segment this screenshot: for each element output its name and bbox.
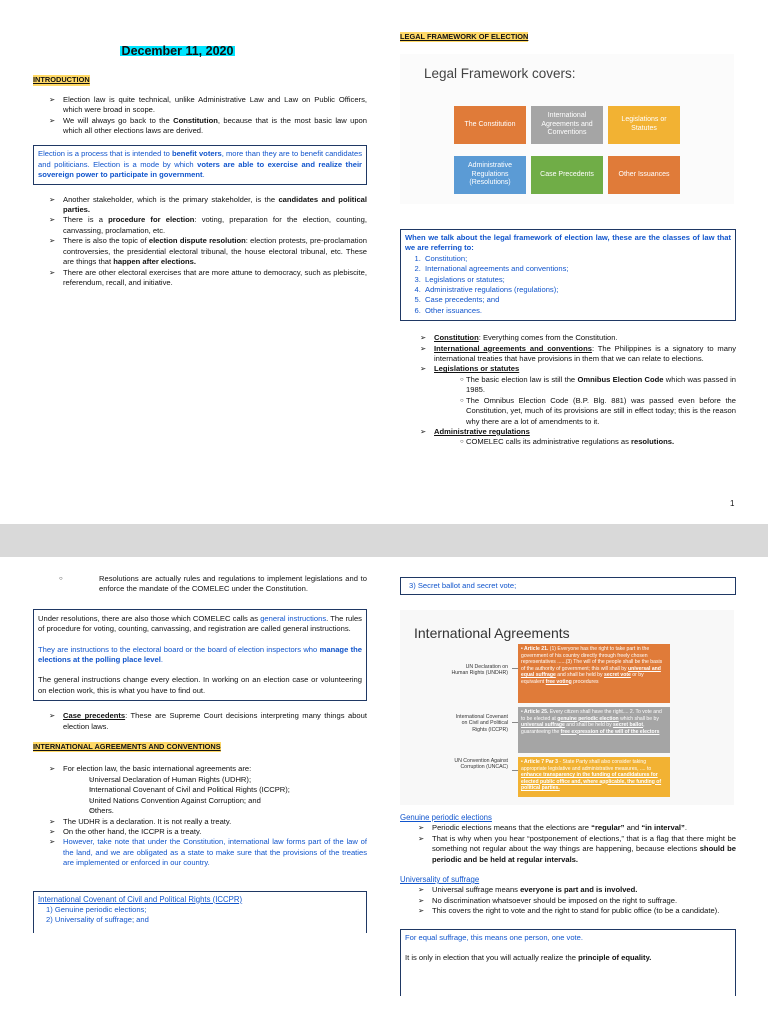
- suffrage-section: [400, 813, 736, 996]
- list-item: ➢ Universal suffrage means everyone is part and is involved.: [418, 885, 736, 895]
- page2-right-column: [400, 577, 736, 595]
- ia-box-uncac: • Article 7 Par 3 - State Party shall also consider taking appropriate legislative and administrative measures, .... to enhance transparency in the funding of candidatures for elected public office and, where applicable, the funding of political parties.: [518, 757, 670, 797]
- tile-constitution: The Constitution: [454, 106, 526, 144]
- classes-intro: When we talk about the legal framework of election law, these are the classes of law that we are referring to:: [405, 233, 731, 253]
- genuine-periodic-elections-heading: Genuine periodic elections: [400, 813, 492, 822]
- list-item: ➢ For election law, the basic international agreements are: ○ Universal Declaration of Human Rights (UDHR); ○ International Covenant of Civil and Political Rights (ICCPR); ○ United Nations Convention Against Corruption; and ○ Others.: [49, 764, 367, 816]
- legal-framework-diagram: [400, 54, 734, 204]
- intl-bullet-list: [33, 764, 367, 868]
- iccpr-box: [33, 891, 367, 933]
- sub-list-item: ○ United Nations Convention Against Corruption; and: [63, 796, 367, 806]
- resolutions-sub-list: [33, 574, 367, 595]
- page-number: 1: [730, 499, 735, 508]
- international-agreements-heading: INTERNATIONAL AGREEMENTS AND CONVENTIONS: [33, 742, 221, 752]
- sub-list-item: ○ The Omnibus Election Code (B.P. Blg. 881) was passed even before the Constitution, yet, much of its provisions are still in effect today; this is the reason why there are a lot of amendments to it.: [434, 396, 736, 427]
- stakeholder-bullet-list: [33, 195, 367, 289]
- list-item: ➢ There is also the topic of election dispute resolution: election protests, pre-proclamation controversies, the presidential electoral tribunal, the house electoral tribunal, etc. These are things that happen after elections.: [49, 236, 367, 267]
- list-item: 5. Case precedents; and: [423, 295, 731, 305]
- list-item: ➢ That is why when you hear “postponement of elections,” that is a flag that there might be something not regular about the way things are happening, because elections should be periodic and be held at regular intervals.: [418, 834, 736, 865]
- list-item: ➢ International agreements and conventions: The Philippines is a signatory to many international treaties that have provisions in them that we can relate to elections.: [420, 344, 736, 365]
- list-item: ➢ Legislations or statutes ○ The basic election law is still the Omnibus Election Code which was passed in 1985. ○ The Omnibus Election Code (B.P. Blg. 881) was passed even before the Constitution, yet, much of its provisions are still in effect today; this is the reason why there are a lot of amendments to it.: [420, 364, 736, 426]
- list-item: ➢ This covers the right to vote and the right to stand for public office (to be a candidate).: [418, 906, 736, 916]
- list-item: ➢ The UDHR is a declaration. It is not really a treaty.: [49, 817, 367, 827]
- list-item: ➢ However, take note that under the Constitution, international law forms part of the law of the land, and we are obligated as a state to make sure that the provisions of the treaties are implemented or enforced in our country.: [49, 837, 367, 868]
- tile-case-precedents: Case Precedents: [531, 156, 603, 194]
- list-item: ➢ There is a procedure for election: voting, preparation for the election, counting, canvassing, proclamation, etc.: [49, 215, 367, 236]
- sub-list-item: ○ The basic election law is still the Omnibus Election Code which was passed in 1985.: [434, 375, 736, 396]
- list-item: 1. Constitution;: [423, 254, 731, 264]
- introduction-heading: INTRODUCTION: [33, 75, 90, 85]
- tile-legislations: Legislations or Statutes: [608, 106, 680, 144]
- ia-label-uncac: UN Convention Against Corruption (UNCAC): [454, 758, 508, 771]
- list-item: ➢ Case precedents: These are Supreme Court decisions interpreting many things about election laws.: [49, 711, 367, 732]
- gi-paragraph-1: Under resolutions, there are also those which COMELEC calls as general instructions. The rules of procedure for voting, counting, canvassing, and registration are called general instructions.: [38, 613, 362, 634]
- equality-paragraph: It is only in election that you will actually realize the principle of equality.: [405, 953, 652, 963]
- gpe-bullet-list: [400, 823, 736, 865]
- list-item: ➢ On the other hand, the ICCPR is a treaty.: [49, 827, 367, 837]
- election-callout-box: Election is a process that is intended to benefit voters, more than they are to benefit candidates and politicians. Election is a mode by which voters are able to exercise and realize their sovereign power to participate in government.: [33, 145, 367, 184]
- ia-box-undhr: • Article 21. (1) Everyone has the right to take part in the government of his country directly through freely chosen representatives ......(3) The will of the people shall be the basis of the authority of government; this will shall by universal and equal suffrage and shall be held by secret vote or by equivalent free voting procedures: [518, 644, 670, 703]
- sub-list-item: ○ Universal Declaration of Human Rights (UDHR);: [63, 775, 367, 785]
- legal-framework-heading: LEGAL FRAMEWORK OF ELECTION: [400, 32, 529, 41]
- sub-list-item: ○ Resolutions are actually rules and regulations to implement legislations and to enforce the mandate of the COMELEC under the Constitution.: [33, 574, 367, 595]
- case-precedents-list: [33, 711, 367, 732]
- diagram-title: Legal Framework covers:: [424, 66, 576, 81]
- sub-list-item: ○ COMELEC calls its administrative regulations as resolutions.: [434, 437, 736, 447]
- list-item: 1) Genuine periodic elections;: [46, 904, 147, 914]
- list-item: 2) Universality of suffrage; and: [46, 915, 149, 925]
- list-item: 6. Other issuances.: [423, 306, 731, 316]
- page-2: [0, 557, 768, 1024]
- intro-bullet-list: [33, 95, 367, 137]
- page1-right-column: [400, 32, 736, 42]
- list-item: ➢ No discrimination whatsoever should be imposed on the right to suffrage.: [418, 896, 736, 906]
- sub-list-item: ○ International Covenant of Civil and Political Rights (ICCPR);: [63, 785, 367, 795]
- equal-suffrage-paragraph: For equal suffrage, this means one person, one vote.: [405, 932, 584, 942]
- ia-label-undhr: UN Declaration on Human Rights (UNDHR): [451, 664, 508, 677]
- us-bullet-list: [400, 885, 736, 916]
- lecture-date: December 11, 2020: [121, 44, 234, 58]
- page2-left-column: [33, 574, 367, 933]
- diagram-title: International Agreements: [414, 625, 570, 641]
- ia-box-iccpr: • Article 25. Every citizen shall have the right.... 2. To vote and to be elected at genuine periodic election which shall be by universal suffrage and shall be held by secret ballot, guaranteeing the free expression of the will of the electors: [518, 707, 670, 753]
- ia-label-iccpr: International Covenant on Civil and Political Rights (ICCPR): [455, 714, 508, 733]
- list-item: 3. Legislations or statutes;: [423, 275, 731, 285]
- list-item: ➢ Periodic elections means that the elections are “regular” and “in interval”.: [418, 823, 736, 833]
- framework-explanation-list: [400, 333, 736, 447]
- list-item: 2. International agreements and conventions;: [423, 264, 731, 274]
- list-item: ➢ Election law is quite technical, unlike Administrative Law and Law on Public Officers, which were broad in scope.: [49, 95, 367, 116]
- tile-administrative-regulations: Administrative Regulations (Resolutions): [454, 156, 526, 194]
- page1-left-column: [33, 46, 367, 288]
- list-item: ➢ There are other electoral exercises that are more attune to democracy, such as plebiscite, referendum, recall, and initiative.: [49, 268, 367, 289]
- general-instructions-box: [33, 609, 367, 701]
- classes-of-law-box: [400, 229, 736, 321]
- universality-of-suffrage-heading: Universality of suffrage: [400, 875, 480, 885]
- list-item: ➢ We will always go back to the Constitution, because that is the most basic law upon which all other elections laws are derived.: [49, 116, 367, 137]
- international-agreements-diagram: [400, 610, 734, 805]
- secret-ballot-box: 3) Secret ballot and secret vote;: [400, 577, 736, 595]
- gi-paragraph-2: They are instructions to the electoral board or the board of election inspectors who manage the elections at the polling place level.: [38, 644, 363, 665]
- equal-suffrage-box: [400, 929, 736, 996]
- gi-paragraph-3: The general instructions change every election. In working on an election case or volunteering on election work, this is what you have to find out.: [38, 675, 362, 695]
- classes-of-law-section: [400, 229, 736, 448]
- classes-list: [405, 254, 731, 316]
- list-item: ➢ Another stakeholder, which is the primary stakeholder, is the candidates and political parties.: [49, 195, 367, 216]
- iccpr-box-title: International Covenant of Civil and Political Rights (ICCPR): [38, 894, 243, 904]
- list-item: ➢ Constitution: Everything comes from the Constitution.: [420, 333, 736, 343]
- list-item: ➢ Administrative regulations ○ COMELEC calls its administrative regulations as resolutions.: [420, 427, 736, 448]
- tile-international-agreements: International Agreements and Conventions: [531, 106, 603, 144]
- tile-other-issuances: Other Issuances: [608, 156, 680, 194]
- list-item: 4. Administrative regulations (regulations);: [423, 285, 731, 295]
- sub-list-item: ○ Others.: [63, 806, 367, 816]
